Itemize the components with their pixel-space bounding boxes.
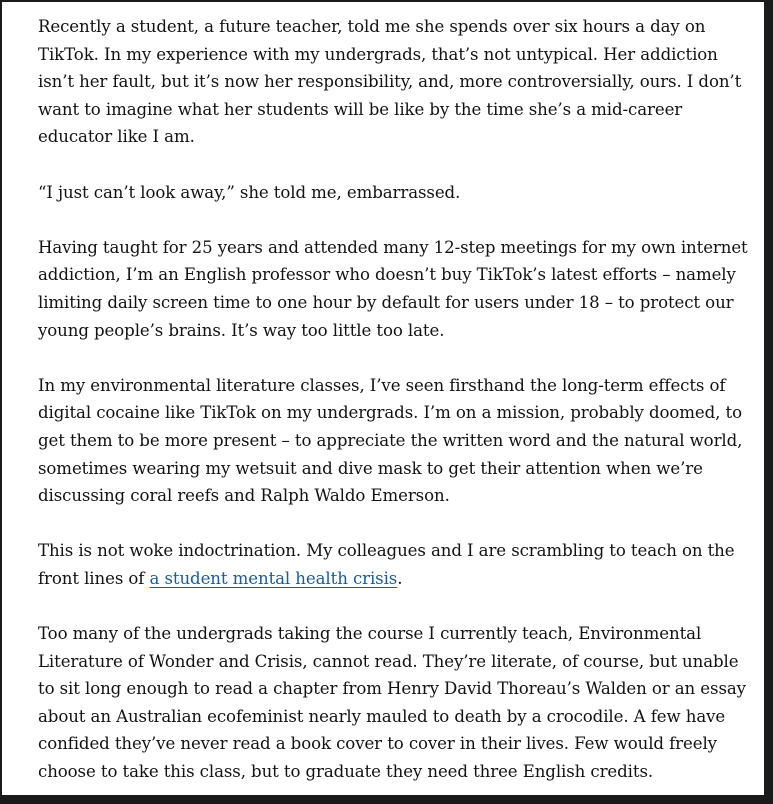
paragraph-3: Having taught for 25 years and attended many 12-step meetings for my own internet addiction, I’m an English professor who doesn’t buy TikTok’s latest efforts – namely limiting daily screen time to one hour by default for users under 18 – to protect our young people’s brains. It’s way too little too late. [38,237,748,340]
paragraph-1: Recently a student, a future teacher, told me she spends over six hours a day on TikTok. In my experience with my undergrads, that’s not untypical. Her addiction isn’t her fault, but it’s now her responsibility, and, more controversially, ours. I don’t want to imagine what her students will be like by the time she’s a mid-career educator like I am. [38,17,742,147]
article-body [38,13,758,786]
paragraph-5 [38,537,758,592]
mental-health-crisis-link[interactable]: a student mental health crisis [149,568,398,588]
paragraph-2-quote: “I just can’t look away,” she told me, embarrassed. [38,182,461,202]
paragraph-4: In my environmental literature classes, I’ve seen firsthand the long-term effects of digital cocaine like TikTok on my undergrads. I’m on a mission, probably doomed, to get them to be more present – to appreciate the written word and the natural world, sometimes wearing my wetsuit and dive mask to get their attention when we’re discussing coral reefs and Ralph Waldo Emerson. [38,375,743,506]
paragraph-5-period: . [397,568,403,588]
paragraph-6: Too many of the undergrads taking the course I currently teach, Environmental Literature of Wonder and Crisis, cannot read. They’re literate, of course, but unable to sit long enough to read a chapter from Henry David Thoreau’s Walden or an essay about an Australian ecofeminist nearly mauled to death by a crocodile. A few have confided they’ve never read a book cover to cover in their lives. Few would freely choose to take this class, but to graduate they need three English credits. [38,624,746,782]
paragraph-5-text: This is not woke indoctrination. My colleagues and I are scrambling to teach on the front lines of [38,541,735,588]
